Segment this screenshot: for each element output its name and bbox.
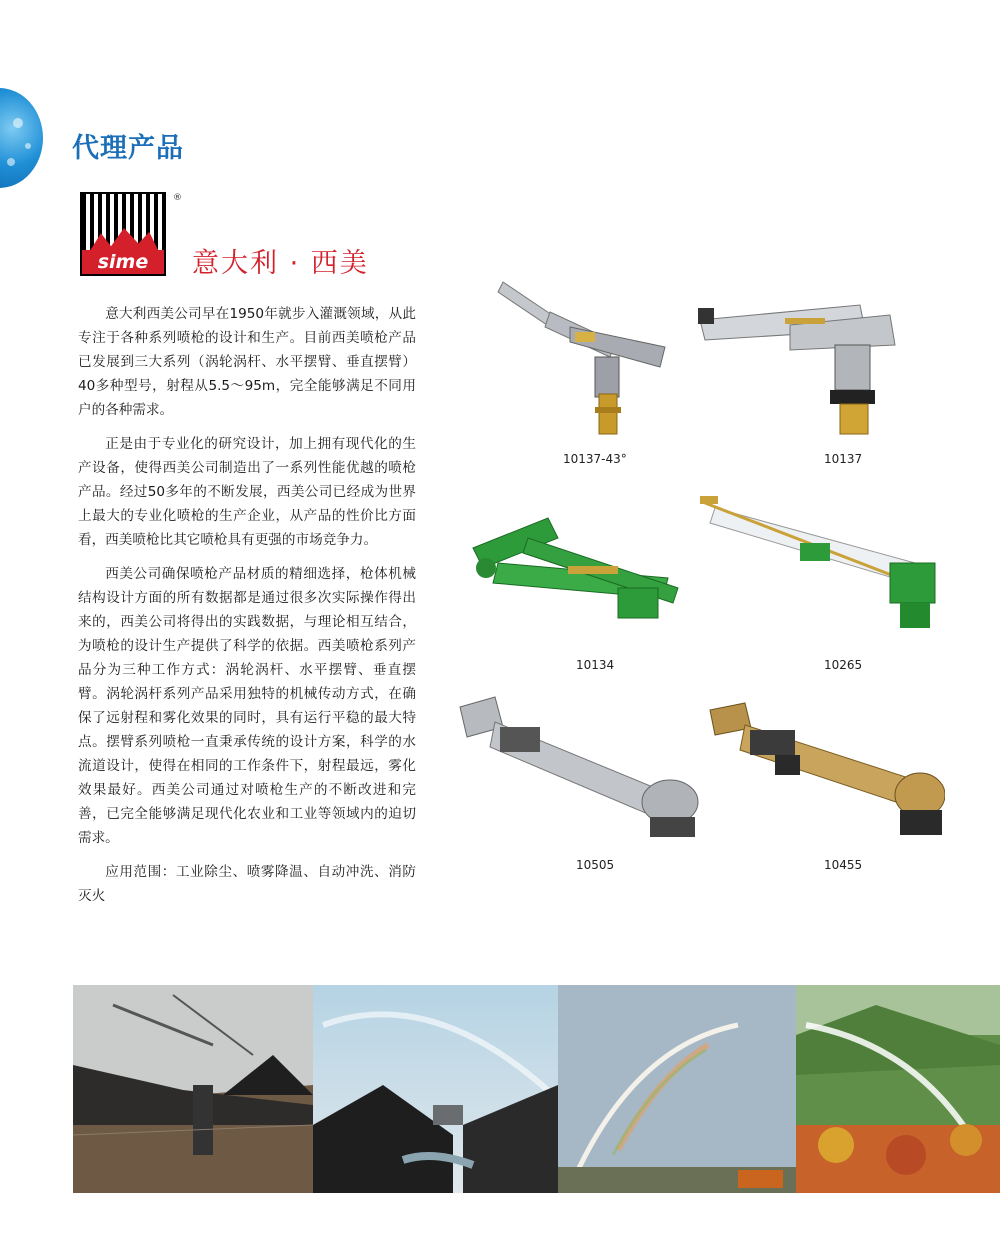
photo-forest-spray [796, 985, 1000, 1193]
product-label: 10134 [576, 658, 615, 672]
product-image-10137 [690, 290, 920, 440]
registered-mark: ® [173, 193, 182, 203]
water-drop-decoration [0, 88, 43, 188]
product-image-10455 [705, 700, 945, 845]
paragraph: 正是由于专业化的研究设计，加上拥有现代化的生产设备，使得西美公司制造出了一系列性能优越的喷枪产品。经过50多年的不断发展，西美公司已经成为世界上最大的专业化喷枪的生产企业，从产品的性价比方面看，西美喷枪比其它喷枪具有更强的市场竞争力。 [78, 436, 416, 548]
product-label: 10137-43° [563, 452, 627, 466]
paragraph: 意大利西美公司早在1950年就步入灌溉领域，从此专注于各种系列喷枪的设计和生产。目前西美喷枪产品已发展到三大系列（涡轮涡杆、水平摆臂、垂直摆臂）40多种型号，射程从5.5～95m，完全能够满足不同用户的各种需求。 [78, 306, 416, 418]
page-title: 代理产品 [72, 133, 184, 164]
product-label: 10505 [576, 858, 615, 872]
product-label: 10265 [824, 658, 863, 672]
photo-mist-spray-coal-pile [313, 985, 558, 1193]
product-label: 10137 [824, 452, 863, 466]
product-image-10134 [468, 508, 693, 633]
logo-wordmark: sime [82, 250, 164, 274]
product-label: 10455 [824, 858, 863, 872]
paragraph: 西美公司确保喷枪产品材质的精细选择，枪体机械结构设计方面的所有数据都是通过很多次实际操作得出来的，西美公司将得出的实践数据，与理论相互结合，为喷枪的设计生产提供了科学的依据。西美喷枪系列产品分为三种工作方式：涡轮涡杆、水平摆臂、垂直摆臂。涡轮涡杆系列产品采用独特的机械传动方式，在确保了远射程和雾化效果的同时，具有运行平稳的最大特点。摆臂系列喷枪一直秉承传统的设计方案，科学的水流道设计，使得在相同的工作条件下，射程最远，雾化效果最好。西美公司通过对喷枪生产的不断改进和完善，已完全能够满足现代化农业和工业等领域内的迫切需求。 [78, 566, 416, 846]
sime-logo [80, 192, 166, 276]
brand-name: 意大利 · 西美 [192, 248, 369, 279]
photo-industrial-coal-yard [73, 985, 313, 1193]
photo-rainbow-spray [558, 985, 796, 1193]
product-image-10137-43 [495, 272, 675, 442]
product-image-10505 [455, 692, 700, 847]
paragraph: 应用范围：工业除尘、喷雾降温、自动冲洗、消防灭火 [78, 864, 416, 904]
product-image-10265 [695, 488, 950, 638]
description-text [78, 302, 416, 918]
